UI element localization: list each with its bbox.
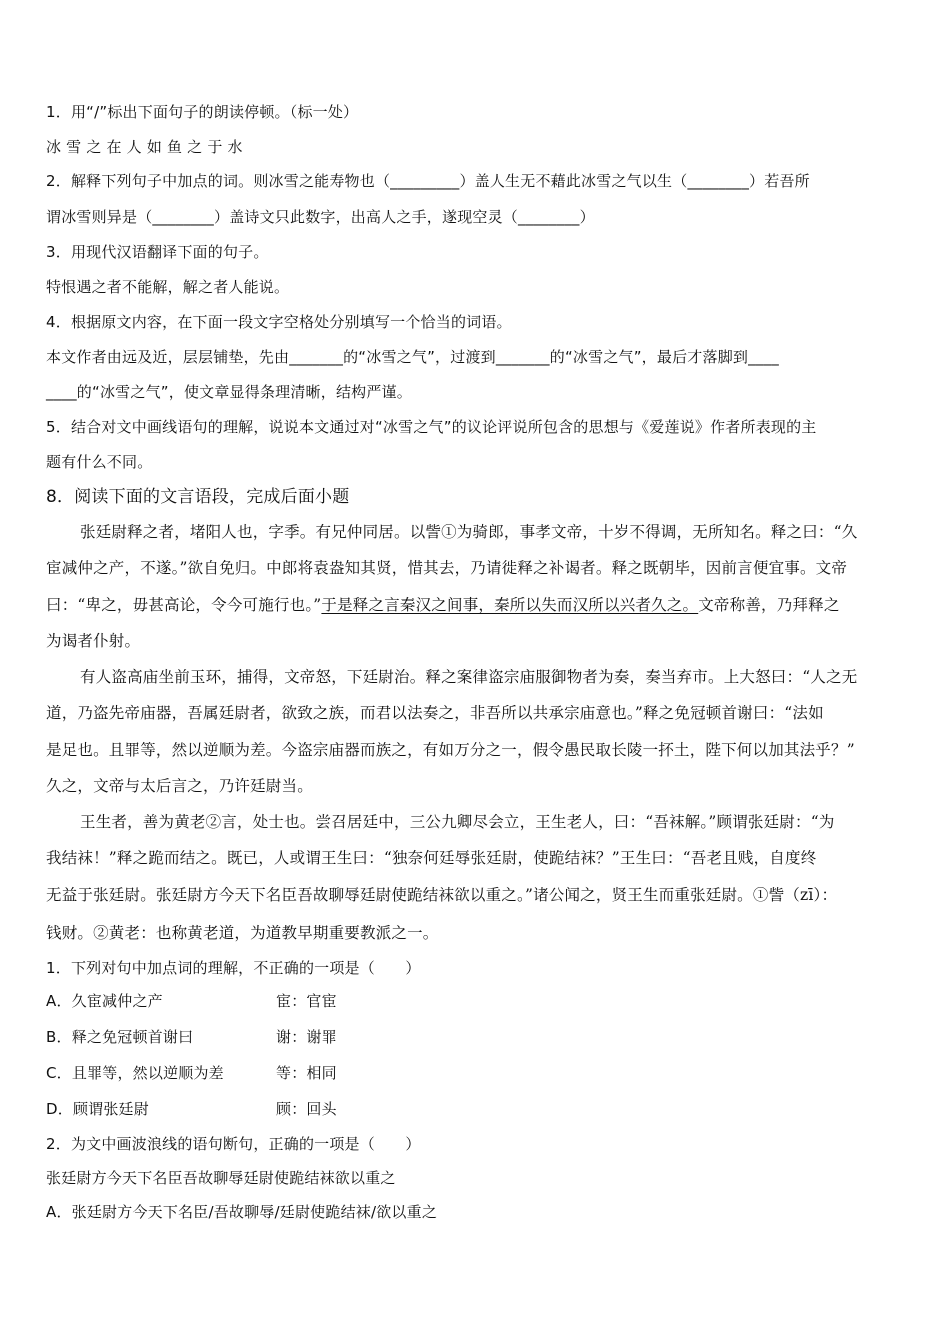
sub-question-2-option-a: A．张廷尉方今天下名臣/吾故聊辱/廷尉使跪结袜/欲以重之 [46,1203,438,1221]
option-b-text: B．释之免冠顿首谢曰 [46,1028,194,1046]
option-a-gloss: 宦：官宦 [276,992,337,1010]
passage-p1-line-1: 张廷尉释之者，堵阳人也，字季。有兄仲同居。以訾①为骑郎，事孝文帝，十岁不得调，无所知名。释之曰：“久 [80,523,858,541]
question-3-prompt: 3．用现代汉语翻译下面的句子。 [46,243,269,261]
passage-p1-line-3-end: 文帝称善，乃拜释之 [698,596,840,614]
sub-question-2-prompt: 2．为文中画波浪线的语句断句，正确的一项是（ ） [46,1135,421,1153]
question-4-line-1: 本文作者由远及近，层层铺垫，先由_______的“冰雪之气”，过渡到_______的“冰雪之气”，最后才落脚到____ [46,348,779,366]
option-a [46,990,906,1012]
underlined-sentence: 于是释之言秦汉之间事，秦所以失而汉所以兴者久之。 [321,596,699,614]
question-3-sentence: 特恨遇之者不能解，解之者人能说。 [46,278,290,296]
question-4-prompt: 4．根据原文内容，在下面一段文字空格处分别填写一个恰当的词语。 [46,313,512,331]
passage-p1-line-3 [46,594,906,616]
passage-p2-line-3: 是足也。且罪等，然以逆顺为差。今盗宗庙器而族之，有如万分之一，假令愚民取长陵一抔土，陛下何以加其法乎？” [46,741,855,759]
passage-p3-line-2: 我结袜！”释之跪而结之。既已，人或谓王生曰：“独奈何廷辱张廷尉，使跪结袜？”王生曰：“吾老且贱，自度终 [46,849,817,867]
sub-question-2-sentence: 张廷尉方今天下名臣吾故聊辱廷尉使跪结袜欲以重之 [46,1169,396,1187]
question-1-sentence: 冰 雪 之 在 人 如 鱼 之 于 水 [46,138,243,156]
section-8-title: 8．阅读下面的文言语段，完成后面小题 [46,487,350,507]
passage-p2-line-2: 道，乃盗先帝庙器，吾属廷尉者，欲致之族，而君以法奏之，非吾所以共承宗庙意也。”释之免冠顿首谢曰：“法如 [46,704,824,722]
option-d [46,1098,906,1120]
option-c [46,1062,906,1084]
question-4-line-2: ____的“冰雪之气”，使文章显得条理清晰，结构严谨。 [46,383,412,401]
passage-p2-line-1: 有人盗高庙坐前玉环，捕得，文帝怒，下廷尉治。释之案律盗宗庙服御物者为奏，奏当弃市。上大怒曰：“人之无 [80,668,858,686]
question-5-line-1: 5．结合对文中画线语句的理解，说说本文通过对“冰雪之气”的议论评说所包含的思想与《爱莲说》作者所表现的主 [46,418,817,436]
option-c-text: C．且罪等，然以逆顺为差 [46,1064,224,1082]
passage-p1-line-2: 宦减仲之产，不遂。”欲自免归。中郎将袁盎知其贤，惜其去，乃请徙释之补谒者。释之既朝毕，因前言便宜事。文帝 [46,559,848,577]
passage-p3-line-4: 钱财。②黄老：也称黄老道，为道教早期重要教派之一。 [46,924,439,942]
option-d-gloss: 顾：回头 [276,1100,337,1118]
sub-question-1-prompt: 1．下列对句中加点词的理解，不正确的一项是（ ） [46,959,421,977]
passage-p3-line-3: 无益于张廷尉。张廷尉方今天下名臣吾故聊辱廷尉使跪结袜欲以重之。”诸公闻之，贤王生而重张廷尉。①訾（zī）： [46,886,838,904]
passage-p2-line-4: 久之，文帝与太后言之，乃许廷尉当。 [46,777,313,795]
option-d-text: D．顾谓张廷尉 [46,1100,149,1118]
question-5-line-2: 题有什么不同。 [46,453,153,471]
option-a-text: A．久宦减仲之产 [46,992,163,1010]
option-c-gloss: 等：相同 [276,1064,337,1082]
option-b-gloss: 谢：谢罪 [276,1028,337,1046]
passage-p1-line-3-start: 曰：“卑之，毋甚高论，令今可施行也。” [46,596,322,614]
option-b [46,1026,906,1048]
passage-p1-line-4: 为谒者仆射。 [46,632,141,650]
question-2-line-1: 2．解释下列句子中加点的词。则冰雪之能寿物也（_________）盖人生无不藉此冰雪之气以生（________）若吾所 [46,172,810,190]
passage-p3-line-1: 王生者，善为黄老②言，处士也。尝召居廷中，三公九卿尽会立，王生老人，曰：“吾袜解。”顾谓张廷尉：“为 [80,813,835,831]
question-2-line-2: 谓冰雪则异是（________）盖诗文只此数字，出高人之手，遂现空灵（________） [46,208,595,226]
question-1-prompt: 1．用“/”标出下面句子的朗读停顿。（标一处） [46,103,359,121]
